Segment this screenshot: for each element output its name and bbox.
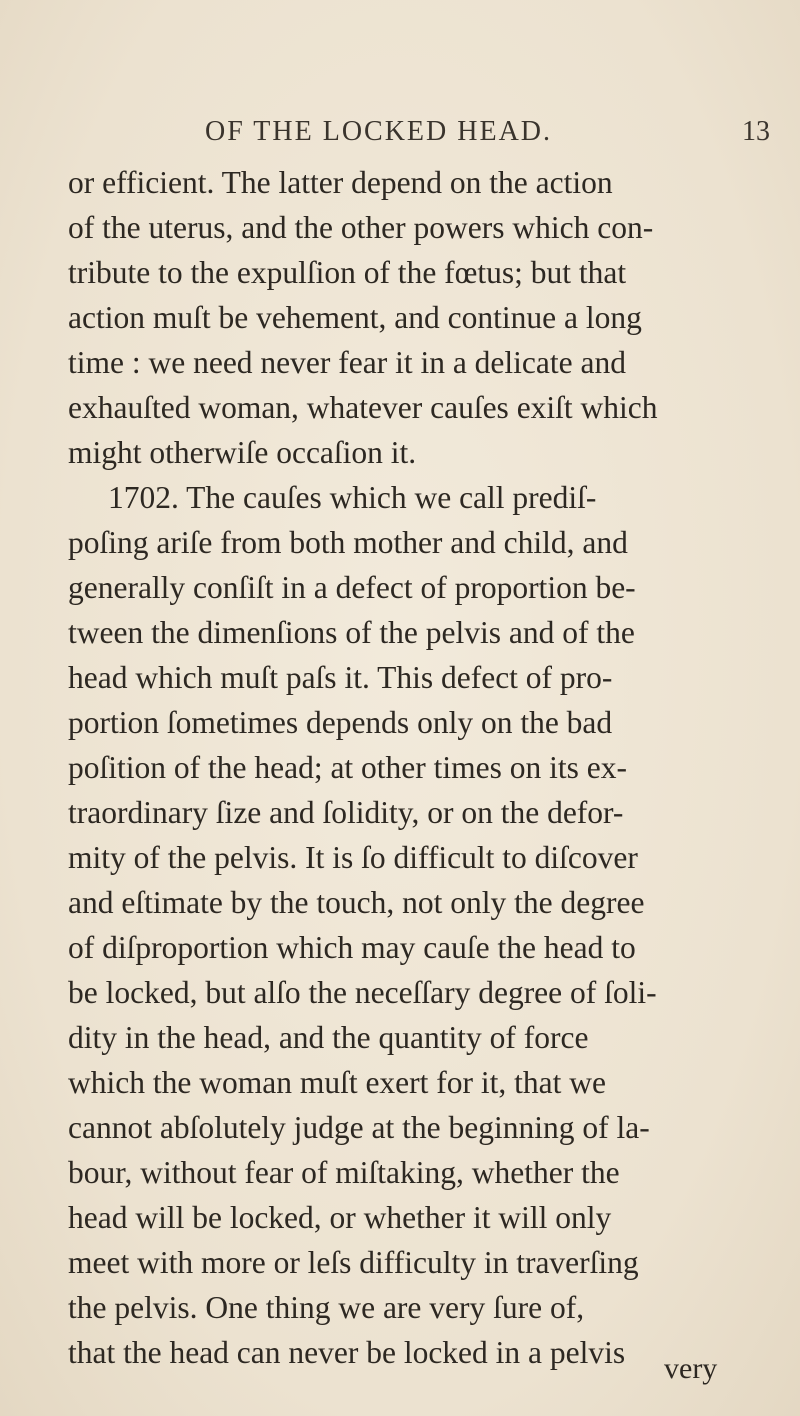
text-line: might otherwiſe occaſion it.	[68, 435, 417, 470]
text-line: meet with more or leſs difficulty in traverſing	[68, 1245, 639, 1280]
text-line: traordinary ſize and ſolidity, or on the defor-	[68, 795, 624, 830]
text-line: generally conſiſt in a defect of proportion be-	[68, 570, 636, 605]
catchword: very	[664, 1352, 718, 1385]
text-line: dity in the head, and the quantity of force	[68, 1020, 589, 1055]
text-line: and eſtimate by the touch, not only the degree	[68, 885, 645, 920]
running-head: OF THE LOCKED HEAD.	[205, 116, 553, 147]
text-line: be locked, but alſo the neceſſary degree of ſoli-	[68, 975, 657, 1010]
text-line: tween the dimenſions of the pelvis and of the	[68, 615, 635, 650]
text-line: action muſt be vehement, and continue a long	[68, 300, 642, 335]
text-line: tribute to the expulſion of the fœtus; but that	[68, 255, 627, 290]
text-line: bour, without fear of miſtaking, whether the	[68, 1155, 620, 1190]
page-header	[0, 116, 800, 156]
text-line: head which muſt paſs it. This defect of pro-	[68, 660, 613, 695]
text-line: 1702. The cauſes which we call prediſ-	[108, 480, 597, 515]
text-line: poſition of the head; at other times on its ex-	[68, 750, 628, 785]
text-line: poſing ariſe from both mother and child, and	[68, 525, 628, 560]
text-line: which the woman muſt exert for it, that we	[68, 1065, 606, 1100]
text-line: the pelvis. One thing we are very ſure of,	[68, 1290, 585, 1325]
text-line: cannot abſolutely judge at the beginning of la-	[68, 1110, 650, 1145]
text-line: portion ſometimes depends only on the bad	[68, 705, 613, 740]
text-line: exhauſted woman, whatever cauſes exiſt which	[68, 390, 658, 425]
text-line: head will be locked, or whether it will only	[68, 1200, 612, 1235]
text-line: that the head can never be locked in a pelvis	[68, 1335, 626, 1370]
text-line: of diſproportion which may cauſe the head to	[68, 930, 636, 965]
text-line: or efficient. The latter depend on the action	[68, 165, 613, 200]
text-line: time : we need never fear it in a delicate and	[68, 345, 626, 380]
page-number: 13	[742, 116, 770, 147]
text-line: mity of the pelvis. It is ſo difficult to diſcover	[68, 840, 638, 875]
text-line: of the uterus, and the other powers which con-	[68, 210, 654, 245]
